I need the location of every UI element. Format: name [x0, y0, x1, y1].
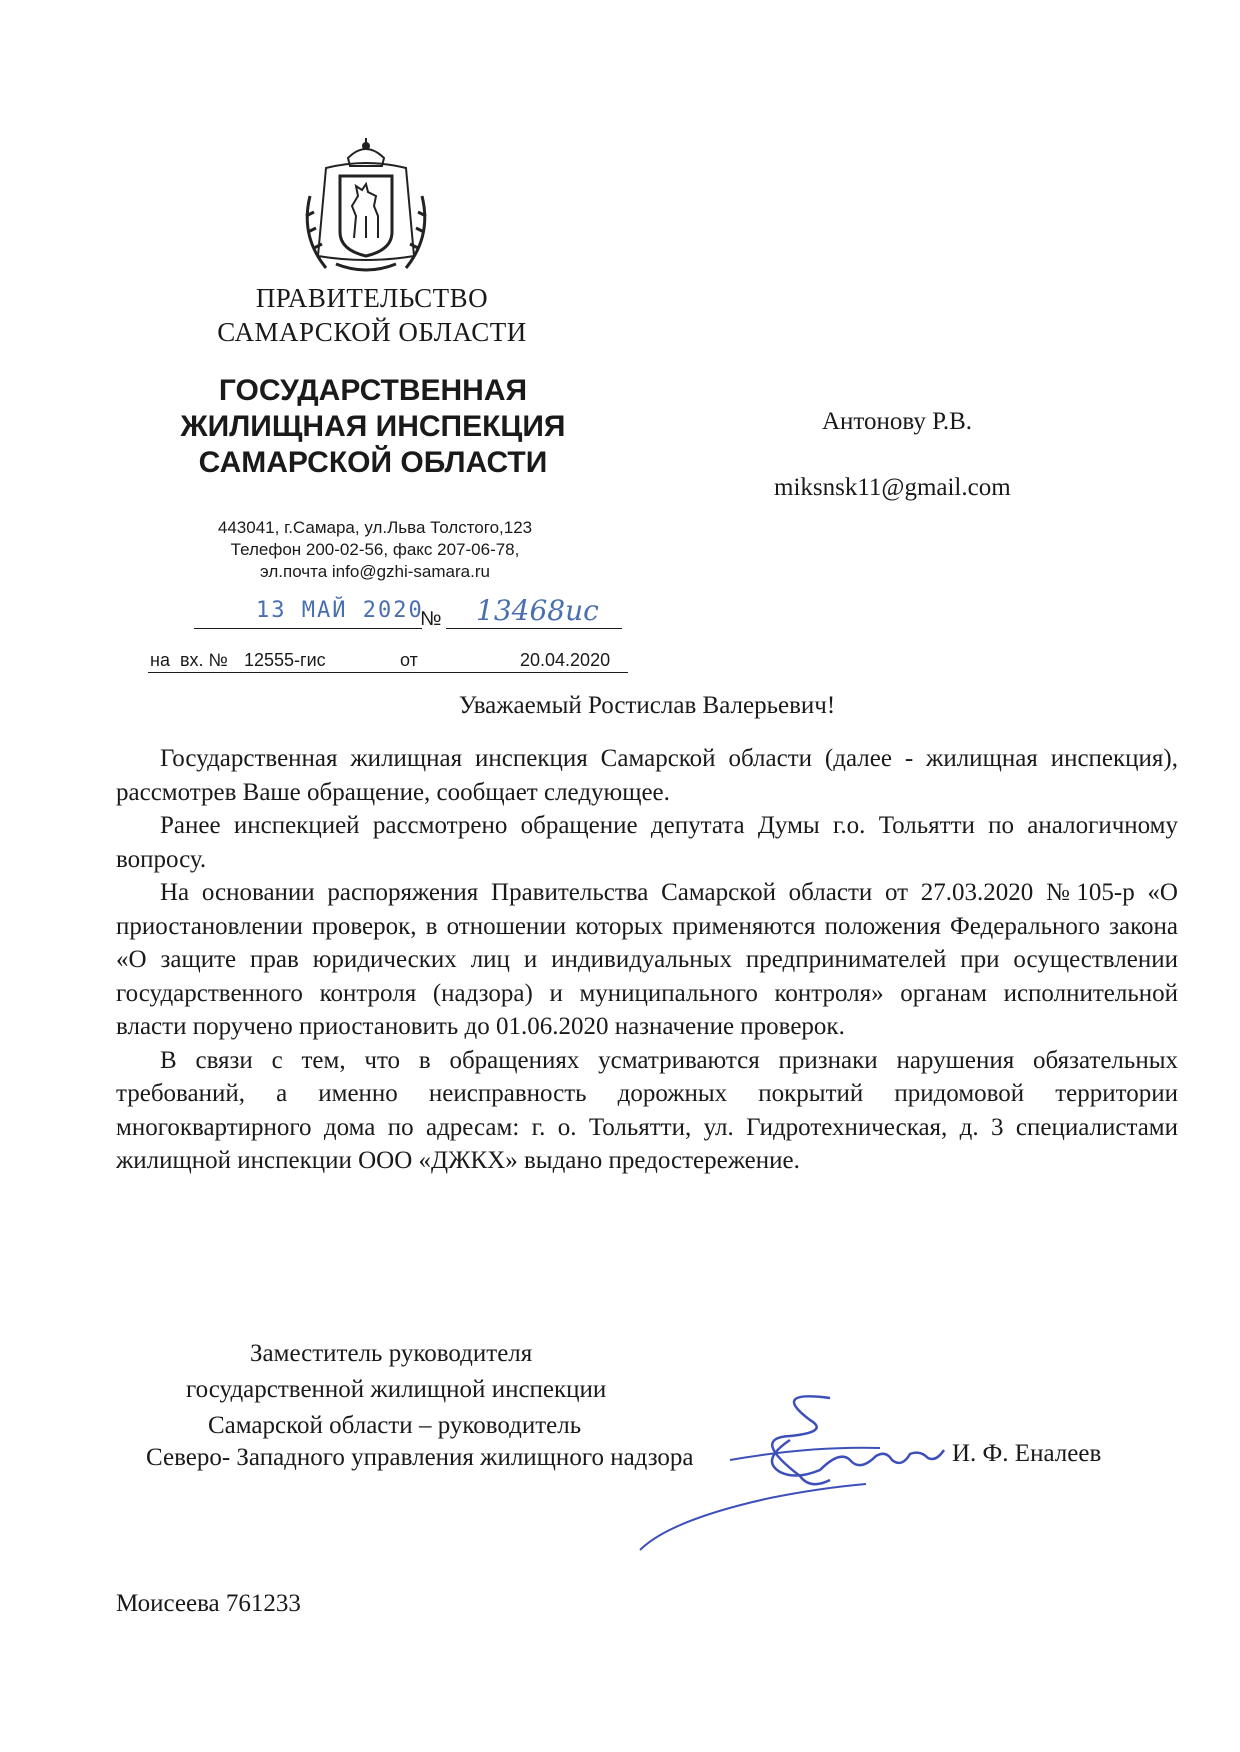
address-line1: 443041, г.Самара, ул.Льва Толстого,123	[217, 518, 533, 537]
date-stamp: 13 МАЙ 2020	[256, 598, 424, 623]
reference-label: на вх. №	[150, 650, 228, 670]
outgoing-number: 13468ис	[476, 594, 599, 627]
body-paragraph-4: В связи с тем, что в обращениях усматриваются признаки нарушения обязательных требований, а именно неисправность дорожных покрытий придомовой территории многоквартирного дома по адресам: г. о. Тольятти, ул. Гидротехническая, д. 3 специалистами жилищной инспекции ООО «ДЖКХ» выдано предостережение.	[116, 1046, 1178, 1174]
reference-number: 12555-гис	[244, 650, 326, 670]
org-title-line2: ЖИЛИЩНАЯ ИНСПЕКЦИЯ	[180, 410, 566, 443]
number-label: №	[420, 608, 442, 630]
org-title-line1: ГОСУДАРСТВЕННАЯ	[218, 374, 528, 407]
number-underline	[446, 628, 622, 629]
body-paragraph-1: Государственная жилищная инспекция Самарской области (далее - жилищная инспекция), рассмотрев Ваше обращение, сообщает следующее.	[116, 745, 1178, 806]
recipient-email: miksnsk11@gmail.com	[774, 474, 1011, 501]
address-line3: эл.почта info@gzhi-samara.ru	[260, 562, 490, 581]
reference-from-label: от	[400, 650, 418, 670]
signer-name: И. Ф. Еналеев	[952, 1440, 1102, 1467]
recipient-name: Антонову Р.В.	[822, 408, 973, 435]
executor-contact: Моисеева 761233	[116, 1590, 301, 1617]
body-paragraph-2: Ранее инспекцией рассмотрено обращение депутата Думы г.о. Тольятти по аналогичному вопросу.	[116, 812, 1178, 873]
date-underline	[194, 628, 422, 629]
handwritten-signature	[630, 1380, 950, 1560]
salutation: Уважаемый Ростислав Валерьевич!	[458, 692, 836, 719]
org-title-line3: САМАРСКОЙ ОБЛАСТИ	[198, 446, 548, 479]
government-title-line1: ПРАВИТЕЛЬСТВО	[255, 283, 489, 313]
signer-title-line3: Самарской области – руководитель	[208, 1412, 582, 1439]
signer-title-line1: Заместитель руководителя	[250, 1340, 533, 1367]
body-paragraph-3: На основании распоряжения Правительства Самарской области от 27.03.2020 №105-р «О приостановлении проверок, в отношении которых применяются положения Федерального закона «О защите прав юридических лиц и индивидуальных предпринимателей при осуществлении государственного контроля (надзора) и муниципального контроля» органам исполнительной власти поручено приостановить до 01.06.2020 назначение проверок.	[116, 879, 1178, 1040]
signer-title-line2: государственной жилищной инспекции	[186, 1376, 607, 1403]
address-line2: Телефон 200-02-56, факс 207-06-78,	[230, 540, 520, 559]
letter-body	[116, 742, 1178, 1178]
coat-of-arms-icon	[296, 136, 436, 278]
government-title-line2: САМАРСКОЙ ОБЛАСТИ	[217, 317, 527, 347]
signer-title-line4: Северо- Западного управления жилищного надзора	[146, 1444, 694, 1471]
reference-date: 20.04.2020	[520, 650, 611, 670]
